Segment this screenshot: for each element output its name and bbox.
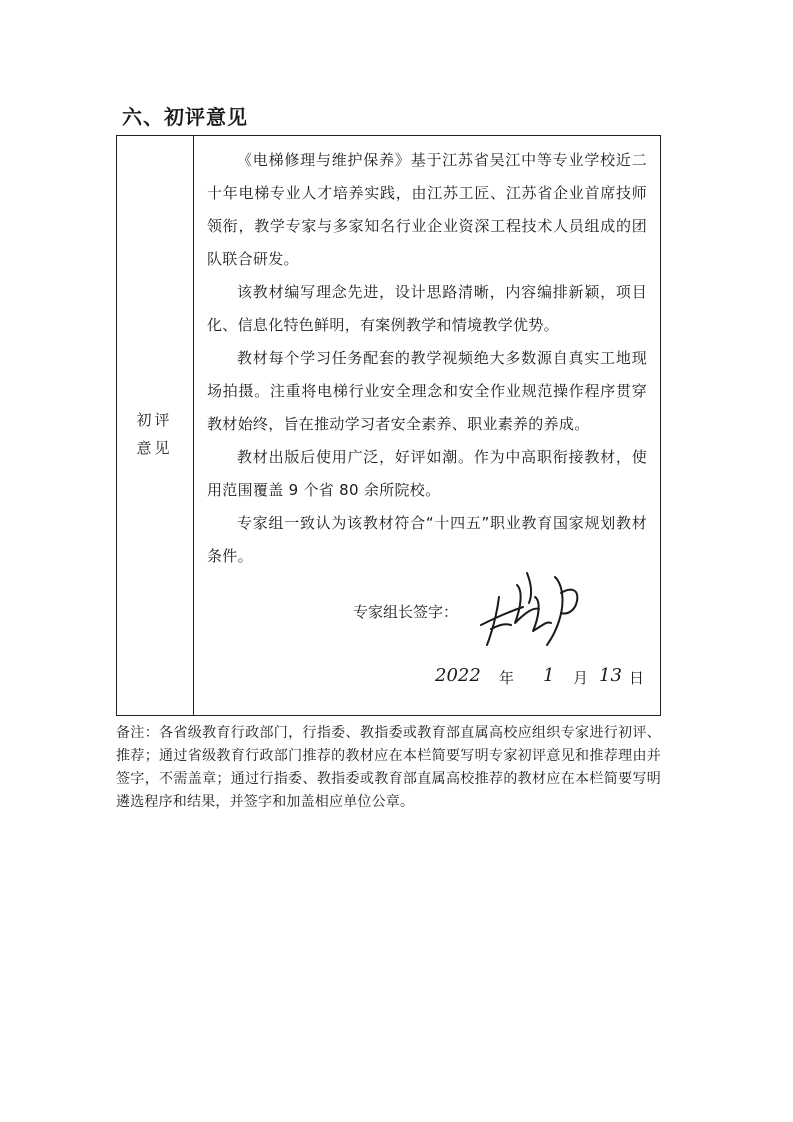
review-table: [116, 135, 661, 716]
opinion-content: [207, 144, 647, 573]
section-title: 六、初评意见: [122, 105, 248, 129]
row-label-line2: 意见: [136, 439, 173, 457]
date-year-unit: 年: [499, 669, 515, 687]
footnote: 备注：各省级教育行政部门，行指委、教指委或教育部直属高校应组织专家进行初评、推荐；通过省级教育行政部门推荐的教材应在本栏简要写明专家初评意见和推荐理由并签字，不需盖章；通过行指委、教指委或教育部直属高校推荐的教材应在本栏简要写明遴选程序和结果，并签字和加盖相应单位公章。: [116, 725, 661, 810]
opinion-paragraph-4: 教材出版后使用广泛，好评如潮。作为中高职衔接教材，使用范围覆盖 9 个省 80 余所院校。: [207, 448, 647, 499]
opinion-paragraph-3: 教材每个学习任务配套的教学视频绝大多数源自真实工地现场拍摄。注重将电梯行业安全理念和安全作业规范操作程序贯穿教材始终，旨在推动学习者安全素养、职业素养的养成。: [207, 349, 647, 433]
signature-label: 专家组长签字：: [353, 603, 459, 621]
row-label: [117, 406, 192, 462]
date-year: 2022: [435, 665, 481, 686]
row-label-line1: 初评: [136, 411, 173, 429]
date-month: 1: [543, 665, 555, 686]
opinion-paragraph-2: 该教材编写理念先进，设计思路清晰，内容编排新颖，项目化、信息化特色鲜明，有案例教学和情境教学优势。: [207, 283, 647, 334]
date-day: 13: [599, 665, 622, 686]
opinion-paragraph-5: 专家组一致认为该教材符合“十四五”职业教育国家规划教材条件。: [207, 514, 647, 565]
date-month-unit: 月: [573, 669, 589, 687]
signature-date: [435, 663, 655, 693]
handwritten-signature: [477, 567, 587, 653]
label-column: [117, 136, 194, 715]
opinion-paragraph-1: 《电梯修理与维护保养》基于江苏省吴江中等专业学校近二十年电梯专业人才培养实践，由江苏工匠、江苏省企业首席技师领衔，教学专家与多家知名行业企业资深工程技术人员组成的团队联合研发。: [207, 151, 647, 268]
signature-row: [353, 593, 653, 643]
date-day-unit: 日: [629, 669, 645, 687]
